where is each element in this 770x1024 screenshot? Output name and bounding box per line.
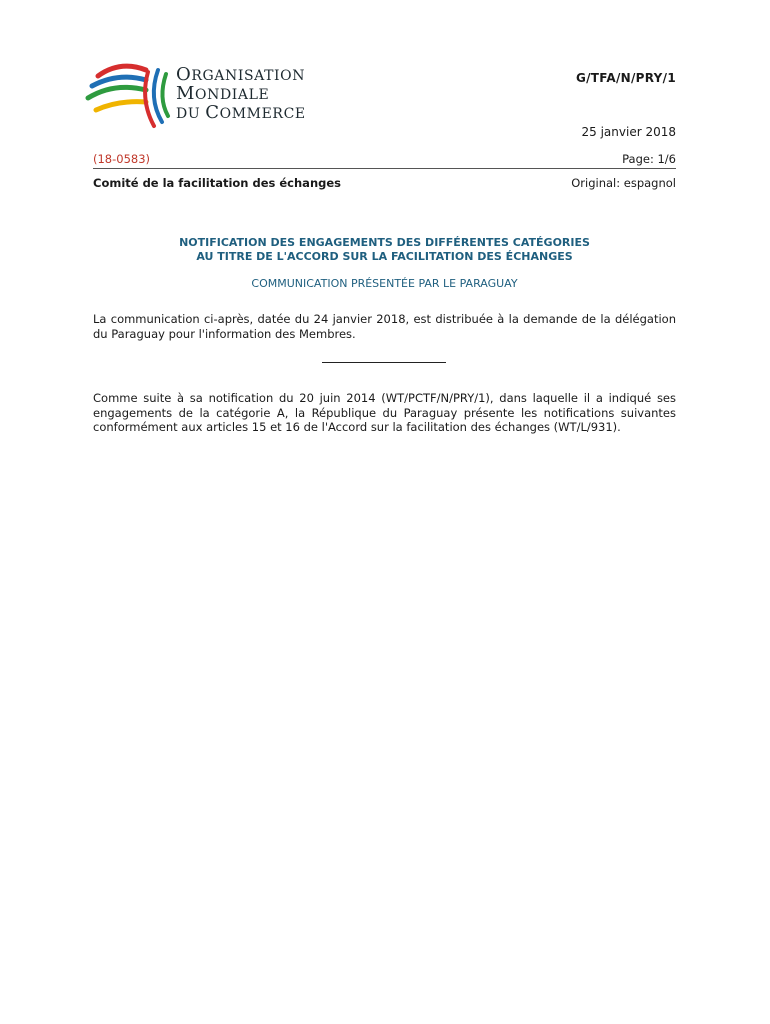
body-paragraph: Comme suite à sa notification du 20 juin 2014 (WT/PCTF/N/PRY/1), dans laquelle il a indiqué ses engagements de la catégorie A, la République du Paraguay présente les notifications suivantes conformément aux articles 15 et 16 de l'Accord sur la facilitation des échanges (WT/L/931). (93, 391, 676, 434)
document-symbol: G/TFA/N/PRY/1 (575, 71, 676, 85)
reference-number: (18-0583) (93, 152, 151, 166)
document-date: 25 janvier 2018 (581, 125, 676, 139)
document-subtitle: COMMUNICATION PRÉSENTÉE PAR LE PARAGUAY (251, 277, 518, 290)
separator-line (322, 362, 446, 363)
title-line-2: AU TITRE DE L'ACCORD SUR LA FACILITATION DES ÉCHANGES (196, 250, 573, 263)
wto-logo-icon (84, 60, 174, 130)
header-divider (93, 168, 676, 169)
original-language: Original: espagnol (571, 176, 676, 190)
wto-logo (84, 60, 334, 130)
org-name-line2: MONDIALE (176, 83, 270, 104)
org-name-line3: DU COMMERCE (176, 102, 306, 123)
committee-name: Comité de la facilitation des échanges (93, 176, 342, 190)
document-title (93, 236, 676, 264)
intro-paragraph: La communication ci-après, datée du 24 janvier 2018, est distribuée à la demande de la délégation du Paraguay pour l'information des Membres. (93, 312, 676, 341)
page-number: Page: 1/6 (622, 152, 676, 166)
org-name-line1: ORGANISATION (176, 64, 306, 85)
title-line-1: NOTIFICATION DES ENGAGEMENTS DES DIFFÉRENTES CATÉGORIES (179, 236, 590, 249)
